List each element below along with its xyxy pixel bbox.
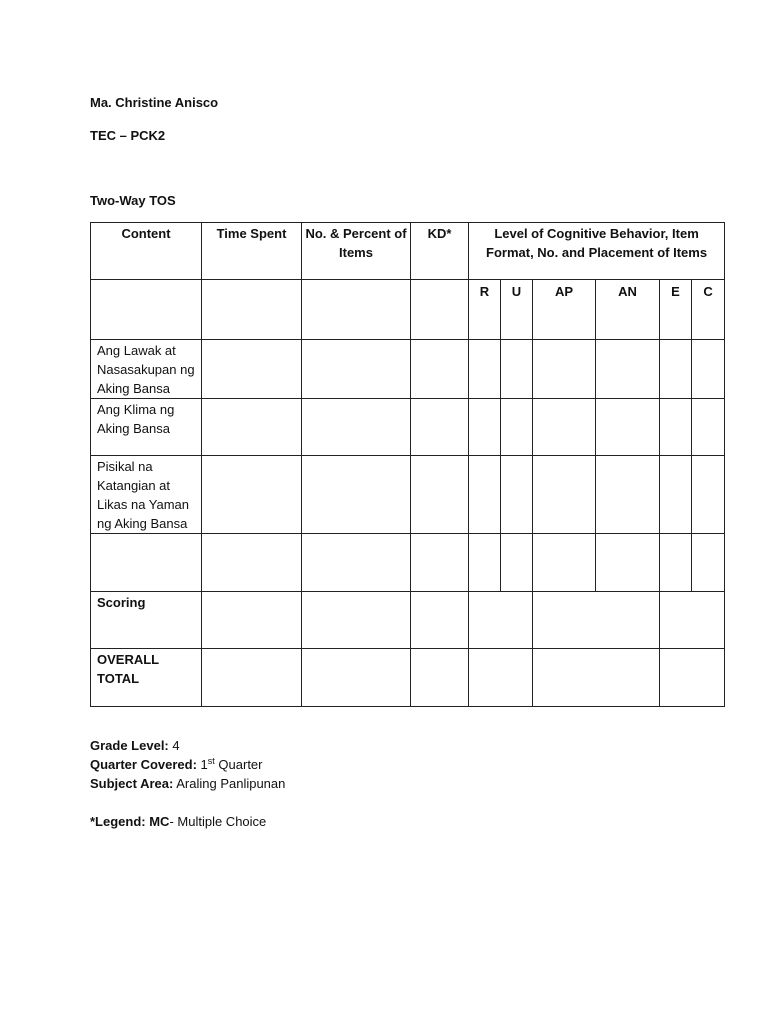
table-cell — [302, 456, 411, 534]
level-an: AN — [596, 280, 660, 340]
table-cell — [692, 340, 725, 399]
content-cell: Pisikal na Katangian at Likas na Yaman ng Aking Bansa — [91, 456, 202, 534]
table-cell — [411, 456, 469, 534]
table-cell — [660, 340, 692, 399]
quarter-num: 1 — [200, 757, 208, 772]
legend — [90, 812, 266, 831]
table-cell — [692, 534, 725, 592]
document-title: Two-Way TOS — [90, 193, 176, 208]
level-r: R — [469, 280, 501, 340]
quarter-covered — [90, 755, 263, 774]
scoring-label: Scoring — [91, 592, 202, 649]
table-cell — [202, 456, 302, 534]
table-cell — [596, 399, 660, 456]
table-cell — [202, 280, 302, 340]
table-cell — [660, 456, 692, 534]
scoring-row — [91, 592, 725, 649]
table-cell — [501, 534, 533, 592]
table-cell — [411, 534, 469, 592]
table-cell — [692, 456, 725, 534]
table-cell — [660, 534, 692, 592]
table-cell — [533, 649, 660, 707]
header-no-percent: No. & Percent of Items — [302, 223, 411, 280]
table-cell — [91, 534, 202, 592]
table-cell — [533, 592, 660, 649]
table-cell — [660, 399, 692, 456]
table-cell — [692, 399, 725, 456]
header-kd: KD* — [411, 223, 469, 280]
table-cell — [302, 399, 411, 456]
table-cell — [302, 280, 411, 340]
tos-table — [90, 222, 725, 707]
grade-value: 4 — [172, 738, 180, 753]
table-cell — [411, 280, 469, 340]
subject-area — [90, 774, 285, 793]
level-u: U — [501, 280, 533, 340]
table-cell — [596, 534, 660, 592]
table-cell — [469, 340, 501, 399]
table-cell — [202, 534, 302, 592]
table-cell — [411, 399, 469, 456]
table-row — [91, 456, 725, 534]
table-row — [91, 399, 725, 456]
table-cell — [411, 649, 469, 707]
table-cell — [660, 592, 725, 649]
header-time-spent: Time Spent — [202, 223, 302, 280]
table-cell — [202, 649, 302, 707]
header-row — [91, 223, 725, 280]
author-name: Ma. Christine Anisco — [90, 95, 219, 110]
table-row — [91, 534, 725, 592]
table-cell — [469, 456, 501, 534]
quarter-word: Quarter — [218, 757, 263, 772]
course-code: TEC – PCK2 — [90, 128, 166, 143]
table-cell — [411, 592, 469, 649]
table-cell — [501, 340, 533, 399]
table-cell — [202, 592, 302, 649]
table-cell — [660, 649, 725, 707]
header-content: Content — [91, 223, 202, 280]
legend-value: - Multiple Choice — [169, 814, 267, 829]
table-cell — [469, 649, 533, 707]
table-cell — [411, 340, 469, 399]
overall-row — [91, 649, 725, 707]
table-cell — [501, 399, 533, 456]
table-cell — [533, 534, 596, 592]
subject-label: Subject Area: — [90, 776, 174, 791]
table-cell — [596, 456, 660, 534]
table-cell — [469, 534, 501, 592]
table-cell — [202, 399, 302, 456]
table-cell — [302, 649, 411, 707]
legend-label: *Legend: MC — [90, 814, 170, 829]
table-cell — [533, 456, 596, 534]
quarter-suffix: st — [207, 756, 215, 766]
header-level-cognitive: Level of Cognitive Behavior, Item Format, No. and Placement of Items — [469, 223, 725, 280]
table-cell — [501, 456, 533, 534]
table-row — [91, 340, 725, 399]
content-cell: Ang Klima ng Aking Bansa — [91, 399, 202, 456]
table-cell — [302, 340, 411, 399]
level-ap: AP — [533, 280, 596, 340]
grade-level — [90, 736, 180, 755]
table-cell — [202, 340, 302, 399]
table-cell — [302, 592, 411, 649]
quarter-label: Quarter Covered: — [90, 757, 197, 772]
content-cell: Ang Lawak at Nasasakupan ng Aking Bansa — [91, 340, 202, 399]
level-row — [91, 280, 725, 340]
table-cell — [91, 280, 202, 340]
level-e: E — [660, 280, 692, 340]
grade-label: Grade Level: — [90, 738, 169, 753]
table-cell — [469, 592, 533, 649]
table-cell — [469, 399, 501, 456]
level-c: C — [692, 280, 725, 340]
subject-value: Araling Panlipunan — [176, 776, 286, 791]
table-cell — [302, 534, 411, 592]
overall-label: OVERALL TOTAL — [91, 649, 202, 707]
table-cell — [533, 399, 596, 456]
table-cell — [596, 340, 660, 399]
table-cell — [533, 340, 596, 399]
